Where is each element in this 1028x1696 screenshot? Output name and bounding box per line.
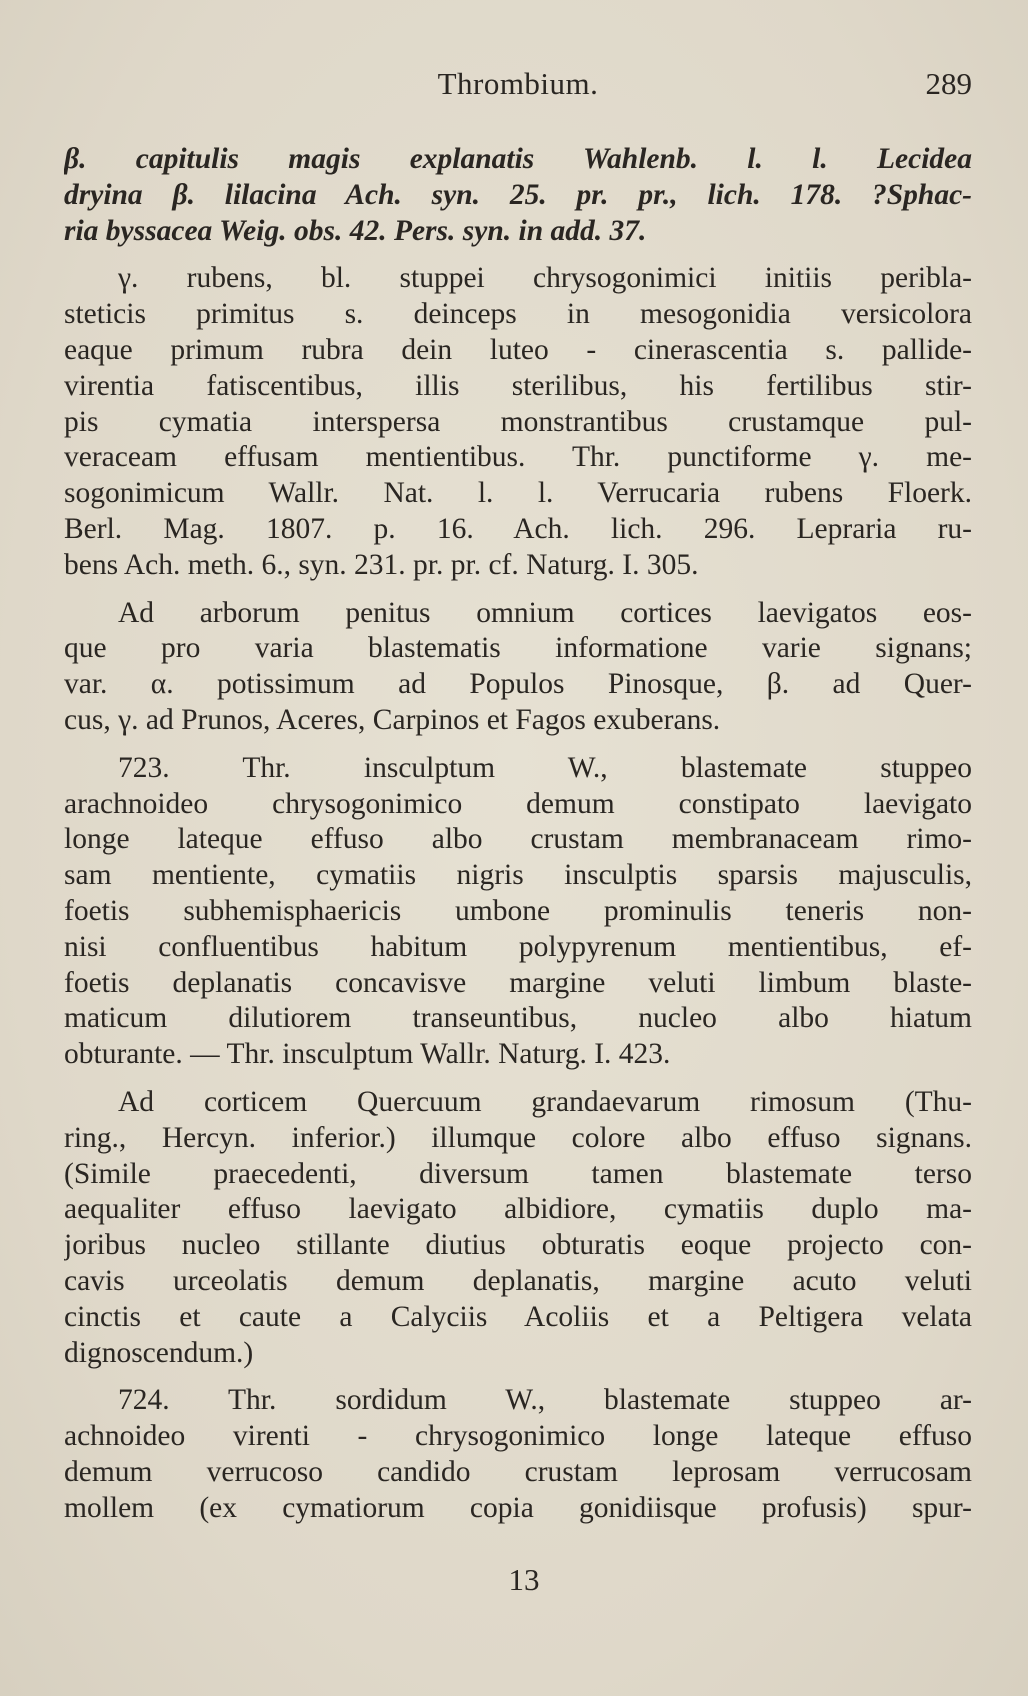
text-line: β. capitulis magis explanatis Wahlenb. l. l. Lecidea	[64, 143, 972, 175]
text-line: 724. Thr. sordidum W., blastemate stuppeo ar-	[118, 1384, 972, 1417]
paragraph-gap	[64, 1073, 972, 1085]
text-line: bens Ach. meth. 6., syn. 231. pr. pr. cf. Naturg. I. 305.	[64, 548, 699, 581]
paragraph-3	[64, 596, 972, 739]
text-line: eaque primum rubra dein luteo - cinerascentia s. pallide-	[64, 333, 972, 366]
text-line: aequaliter effuso laevigato albidiore, cymatiis duplo ma-	[64, 1193, 972, 1226]
paragraph-2	[64, 261, 972, 583]
text-line: 723. Thr. insculptum W., blastemate stuppeo	[118, 751, 972, 784]
paragraph-gap	[64, 1371, 972, 1383]
text-line: virentia fatiscentibus, illis sterilibus, his fertilibus stir-	[64, 369, 972, 402]
text-line: ria byssacea Weig. obs. 42. Pers. syn. in add. 37.	[64, 214, 647, 247]
text-line: joribus nucleo stillante diutius obturatis eoque projecto con-	[64, 1229, 972, 1262]
text-line: sam mentiente, cymatiis nigris insculptis sparsis majusculis,	[64, 859, 972, 892]
text-line: achnoideo virenti - chrysogonimico longe lateque effuso	[64, 1420, 972, 1453]
text-line: arachnoideo chrysogonimico demum constipato laevigato	[64, 787, 972, 820]
text-line: nisi confluentibus habitum polypyrenum mentientibus, ef-	[64, 930, 972, 963]
text-line: var. α. potissimum ad Populos Pinosque, β. ad Quer-	[64, 668, 972, 701]
text-line: demum verrucoso candido crustam leprosam verrucosam	[64, 1455, 972, 1488]
paragraph-6	[64, 1383, 972, 1526]
paragraph-4	[64, 751, 972, 1073]
text-line: que pro varia blastematis informatione varie signans;	[64, 632, 972, 665]
text-line: steticis primitus s. deinceps in mesogonidia versicolora	[64, 298, 972, 331]
text-line: Berl. Mag. 1807. p. 16. Ach. lich. 296. Lepraria ru-	[64, 512, 972, 545]
text-line: dryina β. lilacina Ach. syn. 25. pr. pr., lich. 178. ?Sphac-	[64, 178, 972, 211]
text-line: sogonimicum Wallr. Nat. l. l. Verrucaria rubens Floerk.	[64, 477, 972, 510]
paragraph-5	[64, 1085, 972, 1371]
text-line: veraceam effusam mentientibus. Thr. punctiforme γ. me-	[64, 441, 972, 474]
text-body	[64, 142, 972, 1526]
running-title: Thrombium.	[437, 66, 599, 101]
text-line: dignoscendum.)	[64, 1336, 254, 1369]
paragraph-1	[64, 142, 972, 249]
text-line: obturante. — Thr. insculptum Wallr. Naturg. I. 423.	[64, 1038, 671, 1071]
text-line: maticum dilutiorem transeuntibus, nucleo albo hiatum	[64, 1002, 972, 1035]
text-line: Ad arborum penitus omnium cortices laevigatos eos-	[118, 596, 972, 629]
text-line: cinctis et caute a Calyciis Acoliis et a Peltigera velata	[64, 1300, 972, 1333]
signature-mark: 13	[508, 1562, 540, 1597]
text-line: (Simile praecedenti, diversum tamen blastemate terso	[64, 1157, 972, 1190]
text-line: pis cymatia interspersa monstrantibus crustamque pul-	[64, 405, 972, 438]
paragraph-gap	[64, 249, 972, 261]
running-header	[64, 66, 972, 106]
paragraph-gap	[64, 584, 972, 596]
text-line: longe lateque effuso albo crustam membranaceam rimo-	[64, 823, 972, 856]
text-line: γ. rubens, bl. stuppei chrysogonimici initiis peribla-	[118, 262, 972, 295]
page-number: 289	[925, 66, 972, 101]
text-line: cavis urceolatis demum deplanatis, margine acuto veluti	[64, 1264, 972, 1297]
text-line: cus, γ. ad Prunos, Aceres, Carpinos et Fagos exuberans.	[64, 703, 721, 736]
text-line: ring., Hercyn. inferior.) illumque colore albo effuso signans.	[64, 1121, 972, 1154]
paragraph-gap	[64, 739, 972, 751]
text-line: foetis deplanatis concavisve margine veluti limbum blaste-	[64, 966, 972, 999]
text-line: Ad corticem Quercuum grandaevarum rimosum (Thu-	[118, 1085, 972, 1118]
text-line: foetis subhemisphaericis umbone prominulis teneris non-	[64, 894, 972, 927]
text-line: mollem (ex cymatiorum copia gonidiisque profusis) spur-	[64, 1491, 972, 1524]
